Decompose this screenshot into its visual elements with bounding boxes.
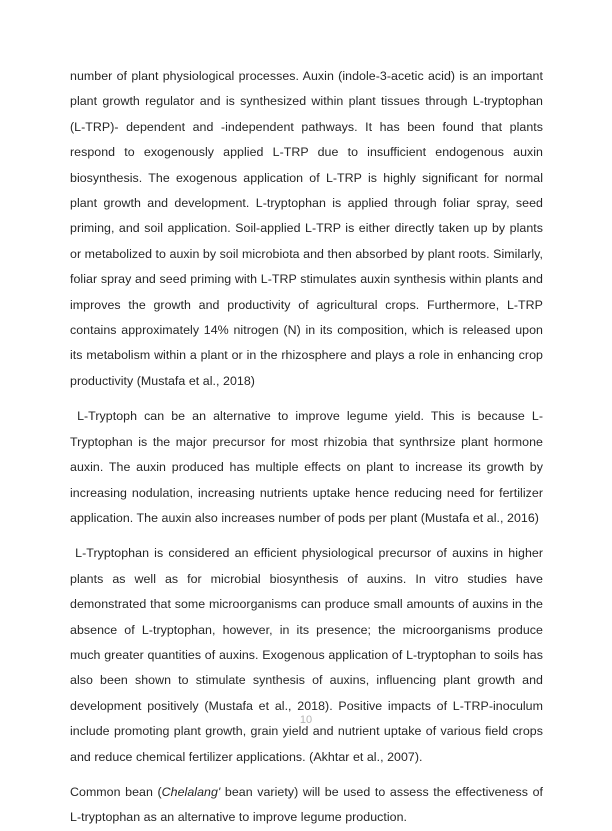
common-bean-lead-text: Common bean ( xyxy=(70,784,162,799)
paragraph-auxin-overview: number of plant physiological processes. Auxin (indole-3-acetic acid) is an important plant growth regulator and is synthesized within plant tissues through L-tryptophan (L-TRP)- dependent and -independent pathways. It has been found that plants respond to exogenously applied L-TRP due to insufficient endogenous auxin biosynthesis. The exogenous application of L-TRP is highly significant for normal plant growth and development. L-tryptophan is applied through foliar spray, seed priming, and soil application. Soil-applied L-TRP is either directly taken up by plants or metabolized to auxin by soil microbiota and then absorbed by plant roots. Similarly, foliar spray and seed priming with L-TRP stimulates auxin synthesis within plants and improves the growth and productivity of agricultural crops. Furthermore, L-TRP contains approximately 14% nitrogen (N) in its composition, which is released upon its metabolism within a plant or in the rhizosphere and plays a role in enhancing crop productivity (Mustafa et al., 2018) xyxy=(70,69,543,388)
paragraph-legume-yield: L-Tryptoph can be an alternative to improve legume yield. This is because L-Tryptophan is the major precursor for most rhizobia that synthrsize plant hormone auxin. The auxin produced has multiple effects on plant to increase its growth by increasing nodulation, increasing nutrients uptake hence reducing need for fertilizer application. The auxin also increases number of pods per plant (Mustafa et al., 2016) xyxy=(70,409,543,525)
paragraph-physiological-precursor: L-Tryptophan is considered an efficient physiological precursor of auxins in higher plants as well as for microbial biosynthesis of auxins. In vitro studies have demonstrated that some microorganisms can produce small amounts of auxins in the absence of L-tryptophan, however, in its presence; the microorganisms produce much greater quantities of auxins. Exogenous application of L-tryptophan to soils has also been shown to stimulate synthesis of auxins, influencing plant growth and development positively (Mustafa et al., 2018). Positive impacts of L-TRP-inoculum include promoting plant growth, grain yield and nutrient uptake of various field crops and reduce chemical fertilizer applications. (Akhtar et al., 2007). xyxy=(70,546,543,764)
page-number: 10 xyxy=(299,714,313,726)
common-bean-trail-text: bean variety) will be used to assess the effectiveness of L-tryptophan as an alternative to improve legume production. xyxy=(70,784,543,825)
paragraph-common-bean xyxy=(70,780,543,831)
bean-variety-italic: Chelalang' xyxy=(161,784,221,799)
